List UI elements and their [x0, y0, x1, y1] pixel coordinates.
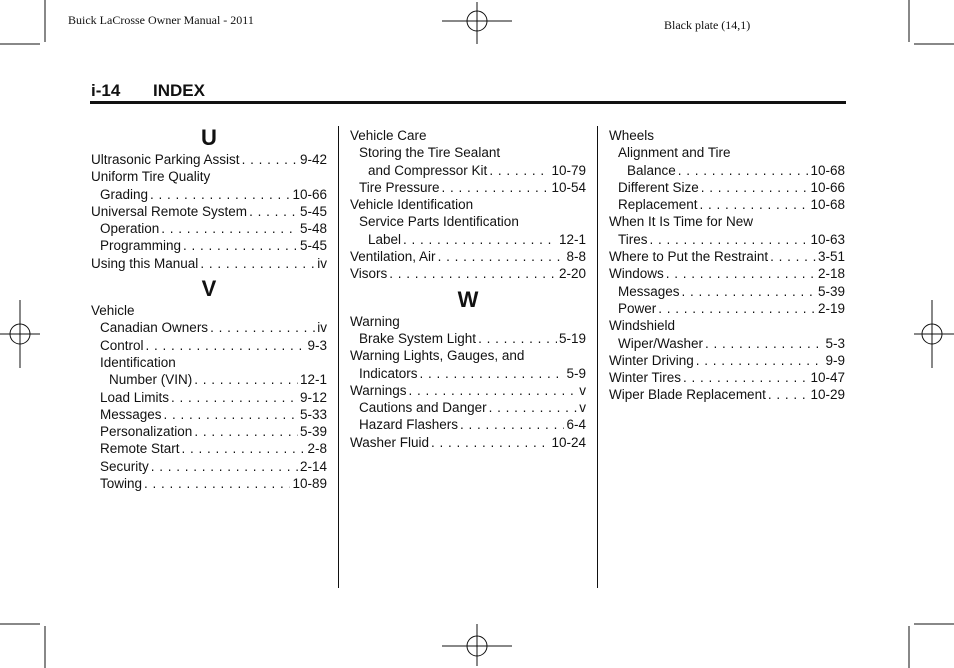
dot-leader	[403, 231, 557, 248]
entry-term: Alignment and Tire	[618, 145, 731, 161]
entry-term: Load Limits	[100, 389, 170, 405]
index-entry	[350, 434, 586, 451]
index-entry	[91, 458, 327, 475]
entry-page: 2-20	[558, 266, 586, 282]
entry-page: 12-1	[558, 231, 586, 247]
dot-leader	[705, 335, 823, 352]
column-divider	[338, 126, 339, 588]
index-entry	[609, 369, 845, 386]
entry-term: Power	[618, 300, 657, 316]
entry-term: Replacement	[618, 197, 698, 213]
entry-page: 10-68	[810, 197, 845, 213]
entry-term: Visors	[350, 266, 388, 282]
index-entry	[350, 399, 586, 416]
entry-term: Messages	[618, 283, 680, 299]
entry-term: Warning Lights, Gauges, and	[350, 348, 525, 364]
dot-leader	[409, 382, 578, 399]
dot-leader	[164, 406, 298, 423]
entry-term: Hazard Flashers	[359, 417, 459, 433]
index-entry	[350, 213, 586, 230]
entry-page: 10-79	[551, 162, 586, 178]
dot-leader	[200, 255, 315, 272]
entry-term: Using this Manual	[91, 255, 199, 271]
index-entry	[91, 319, 327, 336]
entry-term: Wiper/Washer	[618, 335, 704, 351]
entry-term: Control	[100, 337, 144, 353]
entry-term: Storing the Tire Sealant	[359, 145, 501, 161]
entry-page: 9-42	[299, 152, 327, 167]
entry-term: Towing	[100, 476, 143, 492]
index-entry	[350, 265, 586, 282]
index-entry	[609, 283, 845, 300]
dot-leader	[183, 237, 298, 254]
index-entry	[609, 386, 845, 403]
entry-page: 10-89	[292, 476, 327, 492]
index-entry	[91, 186, 327, 203]
index-entry	[609, 300, 845, 317]
entry-page: 5-3	[825, 335, 845, 351]
dot-leader	[150, 186, 290, 203]
entry-page: 10-54	[551, 179, 586, 195]
column-divider	[597, 126, 598, 588]
entry-page: 5-33	[299, 406, 327, 422]
dot-leader	[696, 352, 824, 369]
dot-leader	[249, 203, 298, 220]
entry-page: 5-39	[299, 424, 327, 440]
dot-leader	[489, 399, 578, 416]
entry-term: Brake System Light	[359, 330, 477, 346]
index-entry	[91, 440, 327, 457]
entry-term: Programming	[100, 238, 182, 254]
entry-term: When It Is Time for New	[609, 214, 754, 230]
dot-leader	[144, 475, 290, 492]
entry-term: Ventilation, Air	[350, 249, 436, 265]
index-entry	[91, 406, 327, 423]
entry-term: Wiper Blade Replacement	[609, 387, 766, 403]
index-entry	[91, 220, 327, 237]
running-header-right: Black plate (14,1)	[664, 18, 751, 32]
index-entry	[609, 213, 845, 230]
entry-page: iv	[317, 320, 327, 336]
index-entry	[91, 203, 327, 220]
entry-page: 5-48	[299, 221, 327, 237]
dot-leader	[442, 179, 550, 196]
entry-page: 10-66	[810, 179, 845, 195]
dot-leader	[768, 386, 809, 403]
section-letter: W	[457, 286, 479, 312]
entry-page: 5-19	[558, 330, 586, 346]
index-entry	[91, 237, 327, 254]
index-entry	[609, 352, 845, 369]
index-column-1	[91, 127, 327, 492]
index-entry	[350, 330, 586, 347]
dot-leader	[770, 248, 816, 265]
entry-term: Universal Remote System	[91, 203, 248, 219]
index-entry	[350, 347, 586, 364]
entry-page: iv	[317, 255, 327, 271]
dot-leader	[431, 434, 549, 451]
entry-page: 9-12	[299, 389, 327, 405]
entry-page: 6-4	[566, 417, 586, 433]
entry-term: Windows	[609, 266, 664, 282]
entry-page: 9-9	[825, 352, 845, 368]
entry-page: 10-29	[810, 387, 845, 403]
entry-page: 2-19	[817, 300, 845, 316]
dot-leader	[700, 196, 809, 213]
page-title: INDEX	[153, 81, 205, 100]
index-entry	[91, 337, 327, 354]
entry-term: Identification	[100, 354, 176, 370]
index-entry	[350, 231, 586, 248]
dot-leader	[161, 220, 298, 237]
entry-term: Indicators	[359, 365, 418, 381]
entry-term: Warning	[350, 313, 400, 329]
index-entry	[350, 196, 586, 213]
index-entry	[350, 313, 586, 330]
dot-leader	[194, 423, 298, 440]
entry-page: 5-45	[299, 203, 327, 219]
dot-leader	[658, 300, 816, 317]
index-entry	[91, 371, 327, 388]
dot-leader	[683, 369, 808, 386]
dot-leader	[701, 179, 809, 196]
entry-page: 5-39	[817, 283, 845, 299]
entry-term: Where to Put the Restraint	[609, 249, 769, 265]
index-entry	[350, 382, 586, 399]
title-rule	[90, 101, 846, 104]
entry-term: Tires	[618, 231, 648, 247]
dot-leader	[171, 389, 298, 406]
entry-term: Vehicle	[91, 303, 135, 319]
dot-leader	[489, 162, 549, 179]
entry-page: 9-3	[307, 337, 327, 353]
entry-page: 5-9	[566, 365, 586, 381]
index-entry	[91, 168, 327, 185]
entry-page: v	[579, 400, 586, 416]
entry-term: Number (VIN)	[109, 372, 193, 388]
index-entry	[350, 248, 586, 265]
page-number: i-14	[91, 81, 121, 100]
dot-leader	[389, 265, 557, 282]
entry-term: Operation	[100, 221, 160, 237]
entry-page: 5-45	[299, 238, 327, 254]
index-entry	[609, 127, 845, 144]
index-entry	[91, 151, 327, 168]
index-entry	[350, 144, 586, 161]
section-letter: V	[201, 276, 217, 302]
index-entry	[91, 354, 327, 371]
index-entry	[91, 389, 327, 406]
entry-page: 8-8	[566, 249, 586, 265]
entry-term: Personalization	[100, 424, 193, 440]
index-entry	[350, 179, 586, 196]
entry-term: Uniform Tire Quality	[91, 169, 211, 185]
entry-term: Label	[368, 231, 402, 247]
entry-term: Warnings	[350, 382, 407, 398]
dot-leader	[151, 458, 298, 475]
dot-leader	[182, 440, 306, 457]
index-entry	[609, 335, 845, 352]
running-header-left: Buick LaCrosse Owner Manual - 2011	[68, 13, 254, 27]
entry-page: 2-8	[307, 441, 327, 457]
dot-leader	[146, 337, 306, 354]
entry-page: 10-68	[810, 162, 845, 178]
index-entry	[91, 302, 327, 319]
dot-leader	[682, 283, 816, 300]
entry-page: v	[579, 382, 586, 398]
page-heading	[91, 81, 205, 101]
dot-leader	[460, 416, 564, 433]
dot-leader	[650, 231, 809, 248]
entry-page: 2-18	[817, 266, 845, 282]
entry-term: Different Size	[618, 179, 699, 195]
entry-page: 2-14	[299, 458, 327, 474]
index-entry	[609, 179, 845, 196]
section-letter: U	[201, 125, 217, 150]
dot-leader	[678, 162, 809, 179]
entry-page: 10-63	[810, 231, 845, 247]
index-entry	[350, 416, 586, 433]
index-entry	[609, 231, 845, 248]
entry-term: Service Parts Identification	[359, 214, 519, 230]
dot-leader	[210, 319, 315, 336]
index-entry	[350, 365, 586, 382]
index-entry	[91, 475, 327, 492]
entry-page: 10-24	[551, 434, 586, 450]
entry-term: Canadian Owners	[100, 320, 209, 336]
entry-term: Windshield	[609, 318, 676, 334]
entry-term: Grading	[100, 186, 149, 202]
index-entry	[609, 248, 845, 265]
entry-term: Remote Start	[100, 441, 180, 457]
index-entry	[609, 265, 845, 282]
index-entry	[91, 423, 327, 440]
entry-term: Tire Pressure	[359, 179, 440, 195]
entry-term: Winter Driving	[609, 352, 694, 368]
entry-term: Winter Tires	[609, 370, 682, 386]
entry-term: Vehicle Care	[350, 128, 427, 143]
dot-leader	[420, 365, 565, 382]
index-entry	[91, 255, 327, 272]
index-entry	[609, 162, 845, 179]
index-entry	[350, 162, 586, 179]
dot-leader	[666, 265, 816, 282]
entry-term: Balance	[627, 162, 676, 178]
index-entry	[609, 144, 845, 161]
entry-term: Ultrasonic Parking Assist	[91, 152, 240, 167]
dot-leader	[438, 248, 565, 265]
entry-term: Vehicle Identification	[350, 197, 474, 213]
entry-term: and Compressor Kit	[368, 162, 488, 178]
entry-term: Cautions and Danger	[359, 400, 487, 416]
entry-term: Messages	[100, 406, 162, 422]
index-column-3	[609, 127, 845, 404]
index-entry	[609, 317, 845, 334]
index-entry	[609, 196, 845, 213]
entry-page: 12-1	[299, 372, 327, 388]
dot-leader	[242, 151, 298, 168]
dot-leader	[194, 371, 298, 388]
entry-term: Washer Fluid	[350, 434, 430, 450]
entry-page: 3-51	[817, 249, 845, 265]
index-entry	[350, 127, 586, 144]
entry-term: Security	[100, 458, 149, 474]
dot-leader	[478, 330, 557, 347]
entry-page: 10-47	[810, 370, 845, 386]
index-column-2	[350, 127, 586, 451]
entry-term: Wheels	[609, 128, 655, 143]
entry-page: 10-66	[292, 186, 327, 202]
